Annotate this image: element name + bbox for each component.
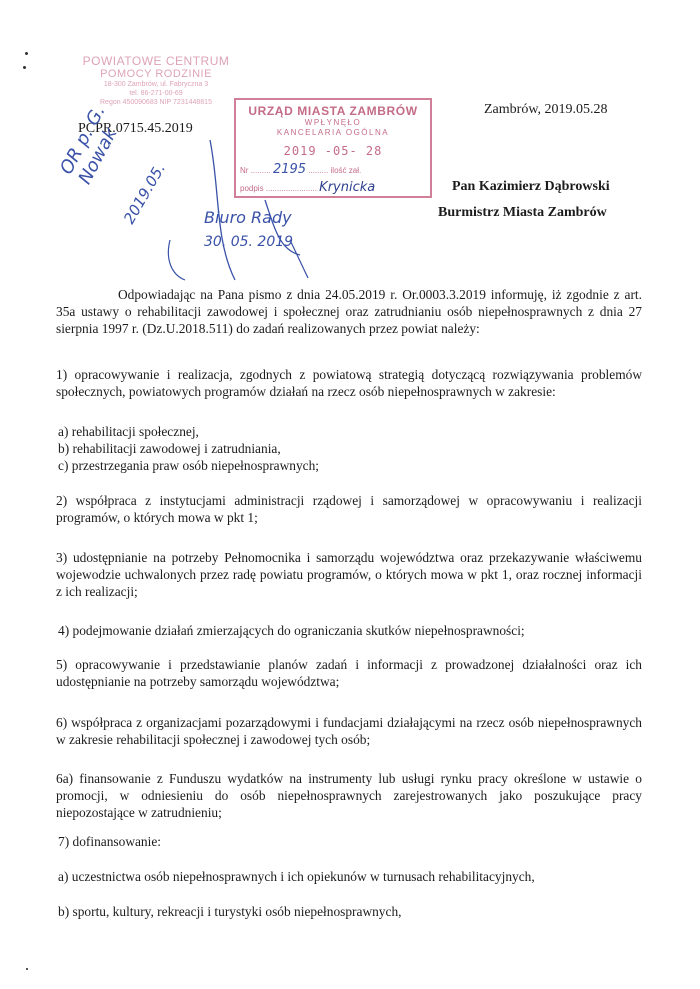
stamp-office-line2: WPŁYNĘŁO <box>304 118 362 127</box>
stamp-office-nr-row: Nr ......... 2195 ......... ilość zał. <box>240 162 362 177</box>
margin-mark <box>23 66 26 69</box>
handwritten-strokes <box>60 130 330 290</box>
stamp-center-line1: POWIATOWE CENTRUM <box>82 54 230 68</box>
stamp-office-podpis-row: podpis ....................... Krynicka <box>240 180 376 195</box>
stamp-office-signature: Krynicka <box>319 180 376 195</box>
intro-paragraph: Odpowiadając na Pana pismo z dnia 24.05.2019 r. Or.0003.3.2019 informuję, iż zgodnie z art. 35a ustawy o rehabilitacji zawodowej i społecznej oraz zatrudnianiu osób niepełnosprawnych z dnia 27 sierpnia 1997 r. (Dz.U.2018.511) do zadań realizowanych przez powiat należy: <box>56 287 642 336</box>
list-item-7: 7) dofinansowanie: <box>58 834 162 849</box>
stamp-center-line4: tel. 86-271-00-69 <box>129 90 183 97</box>
list-item-2: 2) współpraca z instytucjami administracji rządowej i samorządowej w opracowywaniu i realizacji programów, o których mowa w pkt 1; <box>56 493 642 525</box>
list-item-1b: b) rehabilitacji zawodowej i zatrudniania, <box>58 441 281 456</box>
list-item-7b: b) sportu, kultury, rekreacji i turystyki osób niepełnosprawnych, <box>58 904 402 919</box>
stamp-office-podpis-label: podpis <box>240 184 264 193</box>
handwritten-biuro: Biuro Rady <box>204 208 292 227</box>
stamp-office-date: 2019 -05- 28 <box>283 144 383 158</box>
list-item-1a: a) rehabilitacji społecznej, <box>58 424 199 439</box>
stamp-center-line2: POMOCY RODZINIE <box>100 68 212 80</box>
stamp-office-line3: KANCELARIA OGÓLNA <box>276 128 390 137</box>
place-date: Zambrów, 2019.05.28 <box>484 102 608 117</box>
stamp-center-line3: 18-300 Zambrów, ul. Fabryczna 3 <box>103 81 209 88</box>
list-item-6: 6) współpraca z organizacjami pozarządowymi i fundacjami działającymi na rzecz osób niepełnosprawnych w zakresie rehabilitacji społecznej i zawodowej tych osób; <box>56 715 642 747</box>
list-item-7a: a) uczestnictwa osób niepełnosprawnych i ich opiekunów w turnusach rehabilitacyjnych, <box>58 869 535 884</box>
list-item-1c: c) przestrzegania praw osób niepełnosprawnych; <box>58 458 320 473</box>
handwritten-note-date: 2019.05. <box>120 160 169 227</box>
handwritten-biuro-date: 30. 05. 2019 <box>204 234 294 250</box>
margin-mark <box>26 968 28 970</box>
stamp-office-line1: URZĄD MIASTA ZAMBRÓW <box>248 104 418 118</box>
reference-number: PCPR.0715.45.2019 <box>78 121 193 136</box>
handwritten-note-left: OR p. G. Nowak <box>56 101 122 188</box>
list-item-1: 1) opracowywanie i realizacja, zgodnych z powiatową strategią dotyczącą rozwiązywania problemów społecznych, powiatowych programów działań na rzecz osób niepełnosprawnych w zakresie: <box>56 367 642 399</box>
stamp-center-line5: Regon 450090683 NIP 7231448815 <box>100 99 212 106</box>
recipient-name: Pan Kazimierz Dąbrowski <box>452 179 610 194</box>
list-item-4: 4) podejmowanie działań zmierzających do ograniczania skutków niepełnosprawności; <box>58 623 525 638</box>
stamp-office-nr-value: 2195 <box>272 162 307 177</box>
list-item-3: 3) udostępnianie na potrzeby Pełnomocnika i samorządu województwa oraz przekazywanie właściwemu wojewodzie uchwalonych przez radę powiatu programów, o których mowa w pkt 1, oraz rocznej informacji z ich realizacji; <box>56 550 642 599</box>
stamp-office-ilosc-label: ilość zał. <box>330 166 362 175</box>
list-item-6a: 6a) finansowanie z Funduszu wydatków na instrumenty lub usługi rynku pracy określone w ustawie o promocji, w odniesieniu do osób niepełnosprawnych zarejestrowanych jako poszukujące pracy niepozostające w zatrudnieniu; <box>56 771 642 820</box>
stamp-office-nr-label: Nr <box>240 166 249 175</box>
recipient-title: Burmistrz Miasta Zambrów <box>438 205 607 220</box>
list-item-5: 5) opracowywanie i przedstawianie planów zadań i informacji z prowadzonej działalności oraz ich udostępnianie na potrzeby samorządu województwa; <box>56 657 642 689</box>
margin-mark <box>25 52 28 55</box>
